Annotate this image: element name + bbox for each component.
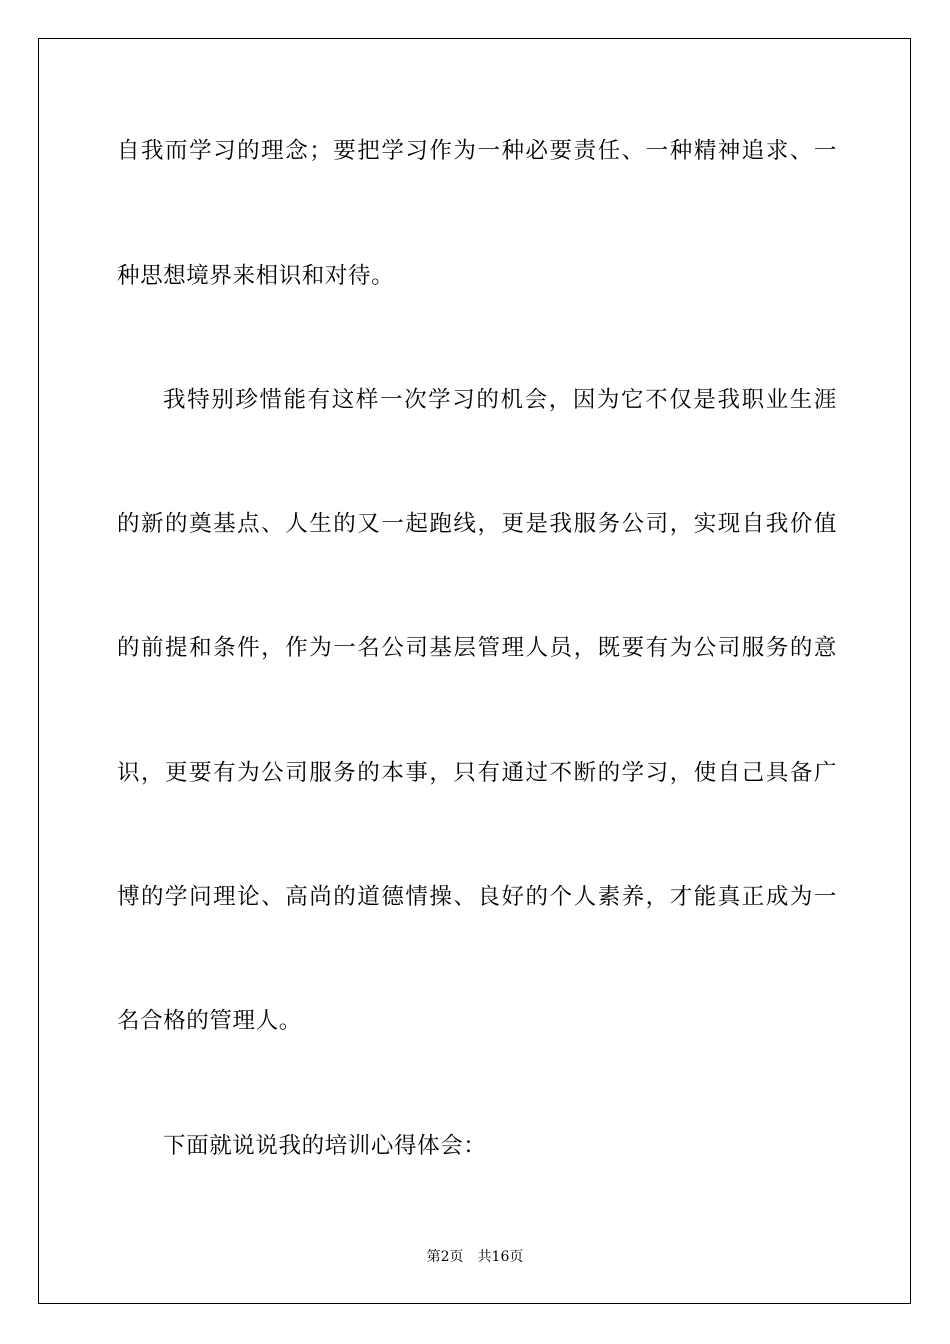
body-line-1: 自我而学习的理念；要把学习作为一种必要责任、一种精神追求、一 (117, 138, 837, 164)
body-line-7: 博的学问理论、高尚的道德情操、良好的个人素养，才能真正成为一 (117, 884, 837, 910)
page-total: 共16页 (477, 1249, 524, 1265)
body-line-8: 名合格的管理人。 (117, 1008, 302, 1034)
page-border (38, 38, 911, 1304)
body-line-5: 的前提和条件，作为一名公司基层管理人员，既要有为公司服务的意 (117, 635, 837, 661)
body-line-9: 下面就说说我的培训心得体会： (163, 1133, 487, 1159)
body-line-6: 识，更要有为公司服务的本事，只有通过不断的学习，使自己具备广 (117, 760, 837, 786)
page-number: 第2页 (426, 1249, 464, 1265)
body-line-2: 种思想境界来相识和对待。 (117, 263, 395, 289)
body-line-4: 的新的奠基点、人生的又一起跑线，更是我服务公司，实现自我价值 (117, 511, 837, 537)
body-line-3: 我特别珍惜能有这样一次学习的机会，因为它不仅是我职业生涯 (163, 387, 837, 413)
page-footer (0, 1248, 950, 1266)
